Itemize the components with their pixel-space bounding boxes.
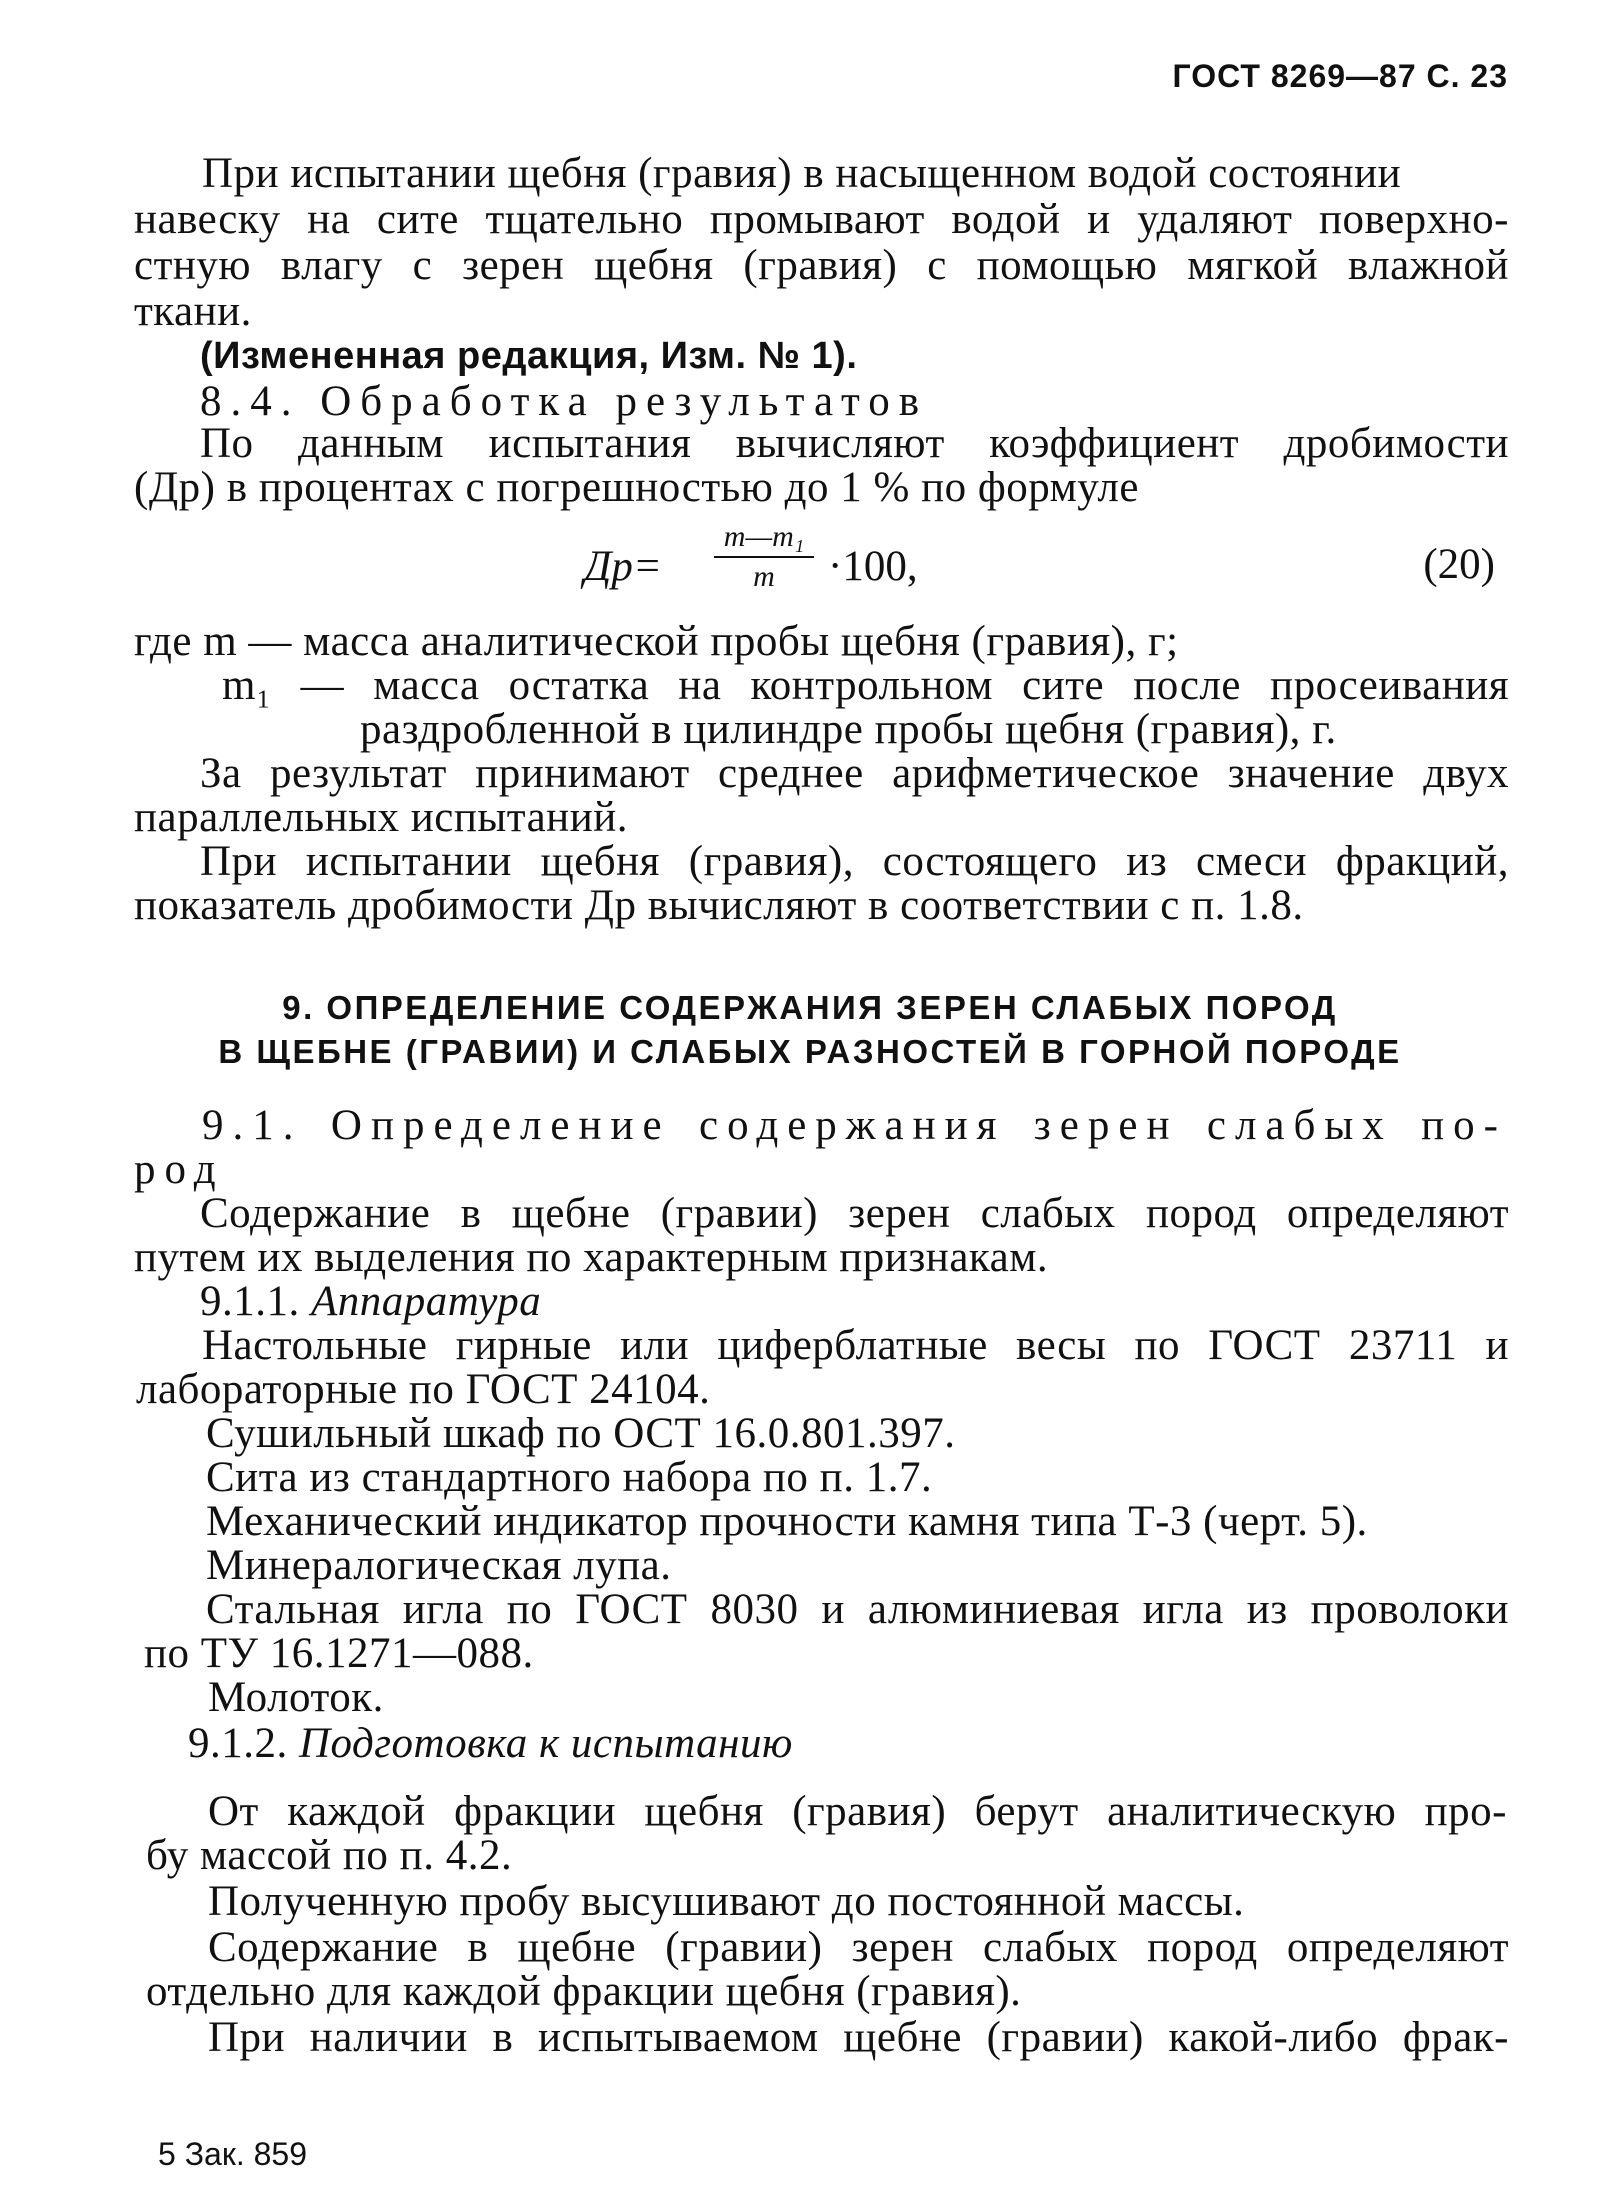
paragraph-line: ткани. (134, 288, 252, 335)
paragraph-line: По данным испытания вычисляют коэффициент дробимости (200, 420, 1509, 467)
equipment-line: Минералогическая лупа. (206, 1542, 672, 1589)
formula-denominator: m (753, 560, 775, 593)
subsection-title-9-1-2 (188, 1720, 793, 1768)
paragraph-line: При наличии в испытываемом щебне (гравии) какой-либо фрак- (208, 2014, 1509, 2061)
subsection-title-8-4: 8.4. Обработка результатов (200, 378, 928, 425)
equipment-line: Сушильный шкаф по ОСТ 16.0.801.397. (206, 1410, 956, 1457)
equipment-line: лабораторные по ГОСТ 24104. (136, 1366, 711, 1413)
paragraph-line: При испытании щебня (гравия), состоящего из смеси фракций, (200, 838, 1509, 885)
paragraph-line: (Др) в процентах с погрешностью до 1 % по формуле (134, 464, 1139, 511)
formula-lhs: Др= (584, 543, 662, 590)
formula-fraction (714, 520, 814, 594)
paragraph-line: От каждой фракции щебня (гравия) берут аналитическую про- (208, 1788, 1507, 1835)
equipment-line: Стальная игла по ГОСТ 8030 и алюминиевая игла из проволоки (206, 1586, 1509, 1633)
equipment-line: по ТУ 16.1271—088. (144, 1630, 534, 1677)
equipment-line: Сита из стандартного набора по п. 1.7. (206, 1454, 933, 1501)
paragraph-line: параллельных испытаний. (134, 794, 628, 841)
equipment-line: Механический индикатор прочности камня типа Т-3 (черт. 5). (206, 1498, 1368, 1545)
print-code-footer: 5 Зак. 859 (158, 2136, 307, 2172)
paragraph-line: отдельно для каждой фракции щебня (гравия). (146, 1968, 1022, 2015)
paragraph-line: стную влагу с зерен щебня (гравия) с помощью мягкой влажной (134, 242, 1509, 289)
paragraph-line: Полученную пробу высушивают до постоянной массы. (208, 1878, 1245, 1925)
running-header: ГОСТ 8269—87 С. 23 (1172, 58, 1508, 94)
subsection-title-9-1: род (134, 1146, 225, 1193)
paragraph-line: путем их выделения по характерным признакам. (134, 1234, 1049, 1281)
definition-line: раздробленной в цилиндре пробы щебня (гравия), г. (360, 706, 1337, 753)
equipment-line: Настольные гирные или циферблатные весы по ГОСТ 23711 и (202, 1322, 1509, 1369)
formula-rhs: ·100, (828, 543, 918, 590)
paragraph-line: навеску на сите тщательно промывают водой и удаляют поверхно- (134, 196, 1509, 243)
amendment-note: (Измененная редакция, Изм. № 1). (200, 335, 858, 377)
definition-line: m₁ — масса остатка на контрольном сите после просеивания (222, 662, 1509, 709)
fraction-bar (714, 556, 814, 558)
subsection-title-9-1: 9.1. Определение содержания зерен слабых по- (202, 1102, 1507, 1149)
paragraph-line: При испытании щебня (гравия) в насыщенном водой состоянии (202, 150, 1402, 197)
subsection-name: Подготовка к испытанию (299, 1720, 793, 1767)
paragraph-line: бу массой по п. 4.2. (146, 1832, 513, 1879)
section-heading: 9. ОПРЕДЕЛЕНИЕ СОДЕРЖАНИЯ ЗЕРЕН СЛАБЫХ ПОРОД (282, 989, 1338, 1026)
subsection-title-9-1-1 (200, 1278, 541, 1326)
equation-number: (20) (1423, 541, 1495, 588)
subsection-number: 9.1.1. (200, 1278, 300, 1325)
subsection-number: 9.1.2. (188, 1720, 288, 1767)
equipment-line: Молоток. (208, 1674, 384, 1721)
paragraph-line: За результат принимают среднее арифметическое значение двух (200, 750, 1509, 797)
definition-line: где m — масса аналитической пробы щебня (гравия), г; (134, 618, 1179, 665)
section-heading: В ЩЕБНЕ (ГРАВИИ) И СЛАБЫХ РАЗНОСТЕЙ В ГОРНОЙ ПОРОДЕ (218, 1033, 1402, 1070)
paragraph-line: Содержание в щебне (гравии) зерен слабых пород определяют (208, 1924, 1509, 1971)
paragraph-line: показатель дробимости Др вычисляют в соответствии с п. 1.8. (134, 882, 1304, 929)
subsection-name: Аппаратура (311, 1278, 542, 1325)
formula-numerator: m—m₁ (723, 520, 805, 553)
paragraph-line: Содержание в щебне (гравии) зерен слабых пород определяют (200, 1190, 1509, 1237)
